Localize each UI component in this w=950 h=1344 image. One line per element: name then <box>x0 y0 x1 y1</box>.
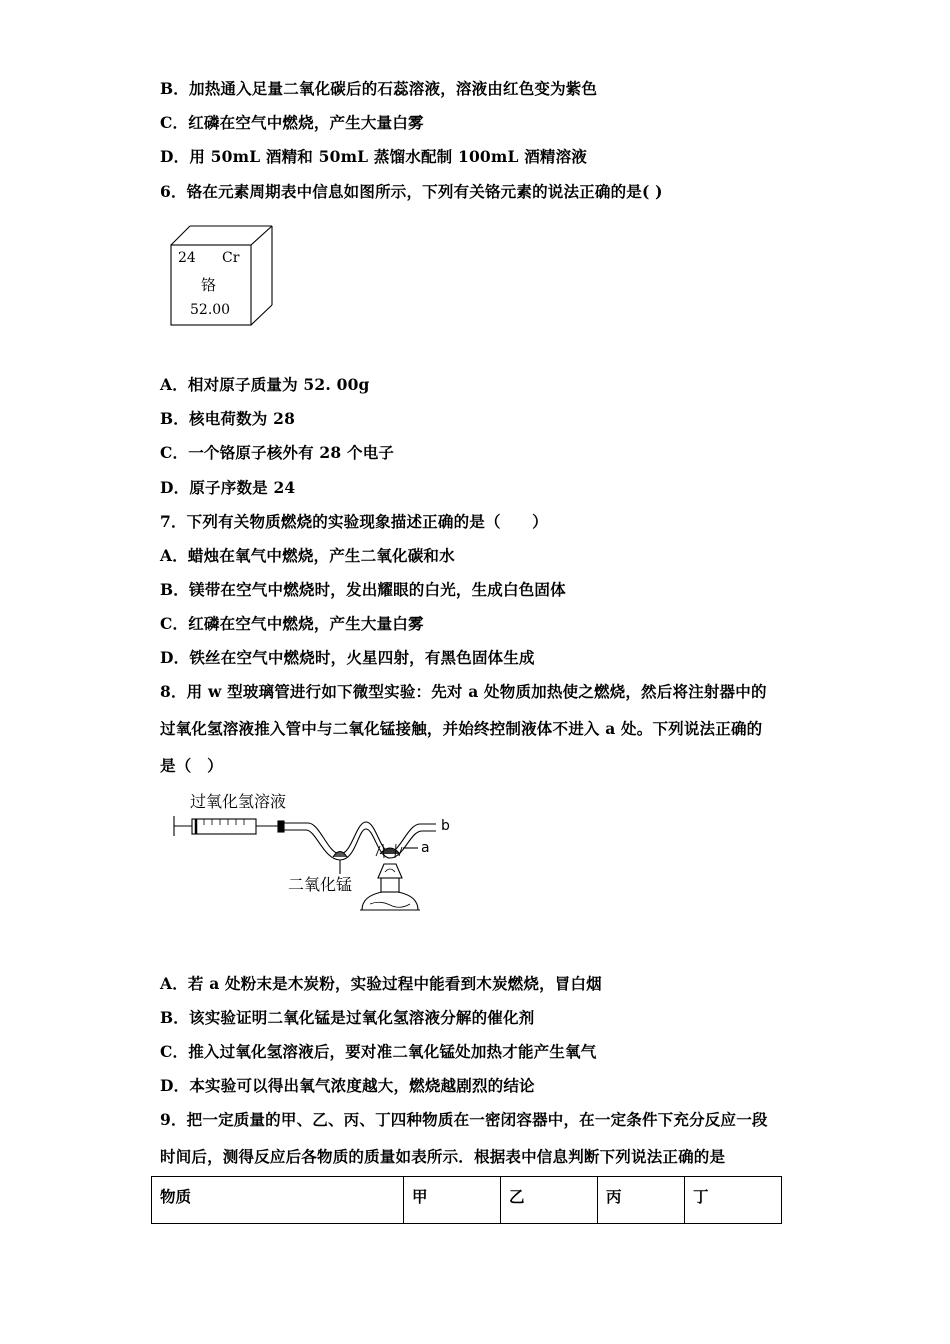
element-symbol: Cr <box>222 250 240 266</box>
q6-option-c: C．一个铬原子核外有 28 个电子 <box>160 443 395 462</box>
q5-option-d: D．用 50mL 酒精和 50mL 蒸馏水配制 100mL 酒精溶液 <box>160 147 588 166</box>
table-header-cell: 甲 <box>404 1177 501 1224</box>
label-a: a <box>421 840 430 856</box>
q5-option-c: C．红磷在空气中燃烧，产生大量白雾 <box>160 113 424 132</box>
table-header-cell: 丁 <box>685 1177 782 1224</box>
q8-stem-line-3: 是（ ） <box>160 756 223 775</box>
element-atomic-mass: 52.00 <box>190 302 231 318</box>
q9-mass-table <box>151 1176 782 1224</box>
q7-option-b: B．镁带在空气中燃烧时，发出耀眼的白光，生成白色固体 <box>160 580 566 599</box>
q6-stem: 6．铬在元素周期表中信息如图所示，下列有关铬元素的说法正确的是( ) <box>160 182 663 201</box>
q8-stem-line-1: 8．用 w 型玻璃管进行如下微型实验：先对 a 处物质加热使之燃烧，然后将注射器中的 <box>160 682 767 701</box>
q8-stem-line-2: 过氧化氢溶液推入管中与二氧化锰接触，并始终控制液体不进入 a 处。下列说法正确的 <box>160 719 763 738</box>
element-name: 铬 <box>201 276 217 294</box>
q8-option-b: B．该实验证明二氧化锰是过氧化氢溶液分解的催化剂 <box>160 1008 535 1027</box>
w-tube-apparatus-figure <box>170 786 460 931</box>
chromium-element-cell <box>170 225 274 326</box>
table-header-cell: 丙 <box>598 1177 685 1224</box>
q9-stem-line-2: 时间后，测得反应后各物质的质量如表所示．根据表中信息判断下列说法正确的是 <box>160 1147 726 1166</box>
q7-option-a: A．蜡烛在氧气中燃烧，产生二氧化碳和水 <box>160 546 455 565</box>
q7-option-d: D．铁丝在空气中燃烧时，火星四射，有黑色固体生成 <box>160 648 535 667</box>
q9-stem-line-1: 9．把一定质量的甲、乙、丙、丁四种物质在一密闭容器中，在一定条件下充分反应一段 <box>160 1110 768 1129</box>
q7-option-c: C．红磷在空气中燃烧，产生大量白雾 <box>160 614 424 633</box>
q7-stem: 7．下列有关物质燃烧的实验现象描述正确的是（ ） <box>160 512 548 531</box>
q8-option-c: C．推入过氧化氢溶液后，要对准二氧化锰处加热才能产生氧气 <box>160 1042 597 1061</box>
q6-option-a: A．相对原子质量为 52. 00g <box>160 375 370 394</box>
q8-option-a: A．若 a 处粉末是木炭粉，实验过程中能看到木炭燃烧，冒白烟 <box>160 974 602 993</box>
q5-option-b: B．加热通入足量二氧化碳后的石蕊溶液，溶液由红色变为紫色 <box>160 79 598 98</box>
table-header-cell: 乙 <box>501 1177 598 1224</box>
q8-option-d: D．本实验可以得出氧气浓度越大，燃烧越剧烈的结论 <box>160 1076 535 1095</box>
element-atomic-number: 24 <box>178 250 196 266</box>
q6-option-b: B．核电荷数为 28 <box>160 409 296 428</box>
label-hydrogen-peroxide: 过氧化氢溶液 <box>190 792 287 811</box>
label-b: b <box>441 818 450 834</box>
q6-option-d: D．原子序数是 24 <box>160 478 296 497</box>
table-header-row <box>152 1177 782 1224</box>
table-header-cell: 物质 <box>152 1177 404 1224</box>
label-manganese-dioxide: 二氧化锰 <box>288 875 353 894</box>
